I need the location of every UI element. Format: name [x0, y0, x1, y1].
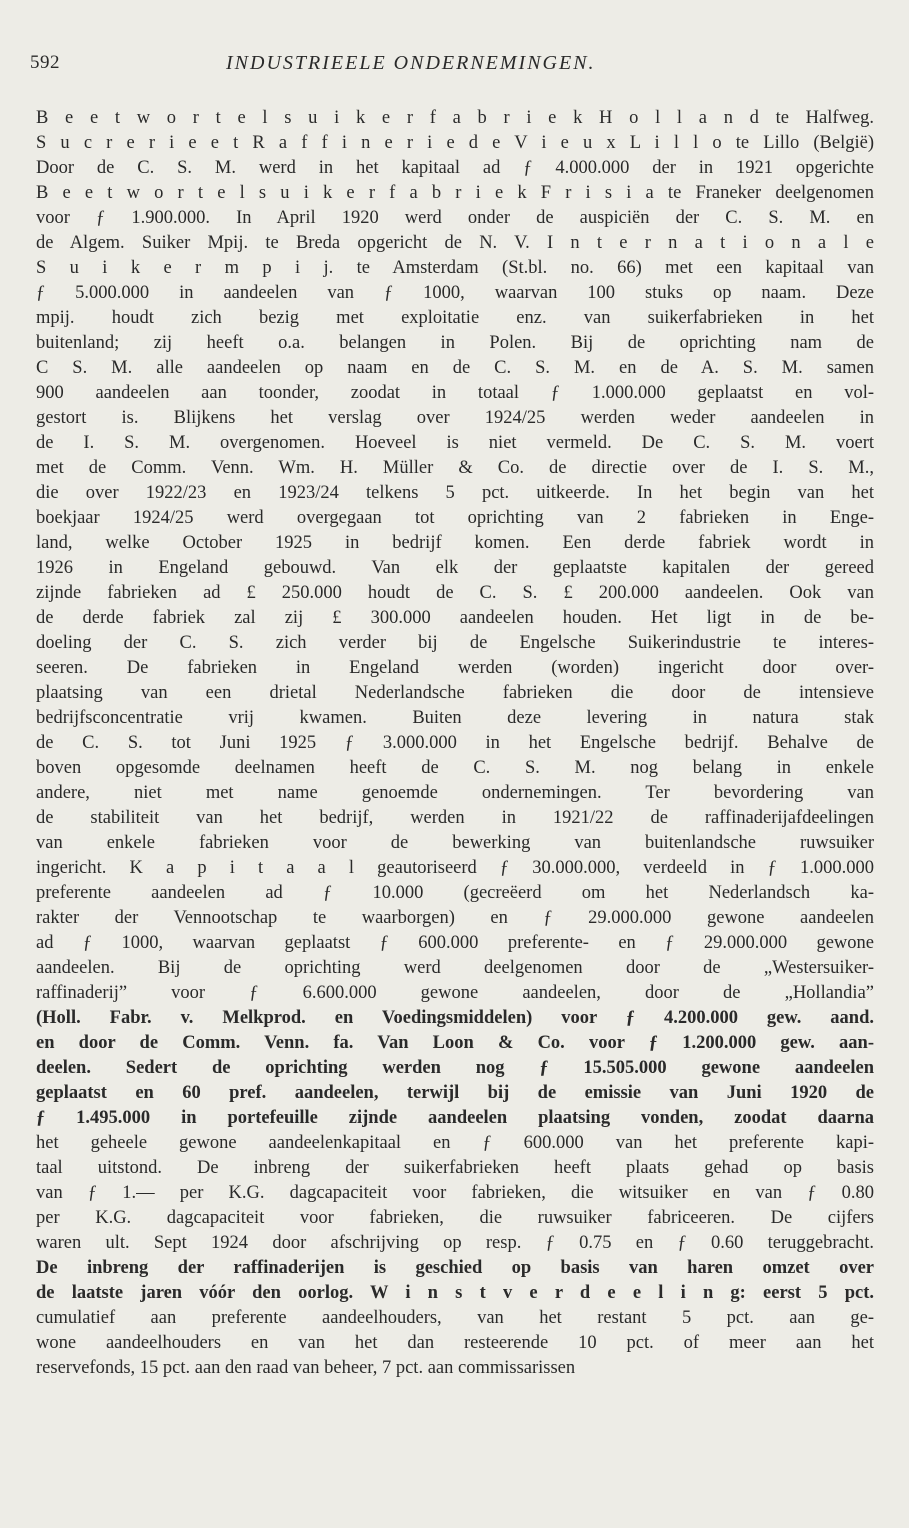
text-line: deelen. Sedert de oprichting werden nog ƒ 15.505.000 gewone aandeelen [36, 1058, 874, 1078]
text-line: ingericht. K a p i t a a l geautoriseerd ƒ 30.000.000, verdeeld in ƒ 1.000.000 [36, 858, 874, 878]
text-line: waren ult. Sept 1924 door afschrijving op resp. ƒ 0.75 en ƒ 0.60 teruggebracht. [36, 1233, 874, 1253]
text-line: seeren. De fabrieken in Engeland werden (worden) ingericht door over- [36, 658, 874, 678]
text-line: geplaatst en 60 pref. aandeelen, terwijl bij de emissie van Juni 1920 de [36, 1083, 874, 1103]
text-line: C S. M. alle aandeelen op naam en de C. S. M. en de A. S. M. samen [36, 358, 874, 378]
text-line: en door de Comm. Venn. fa. Van Loon & Co. voor ƒ 1.200.000 gew. aan- [36, 1033, 874, 1053]
text-line: de C. S. tot Juni 1925 ƒ 3.000.000 in het Engelsche bedrijf. Behalve de [36, 733, 874, 753]
text-line: het geheele gewone aandeelenkapitaal en ƒ 600.000 van het preferente kapi- [36, 1133, 874, 1153]
text-line: doeling der C. S. zich verder bij de Engelsche Suikerindustrie te interes- [36, 633, 874, 653]
text-line: ad ƒ 1000, waarvan geplaatst ƒ 600.000 preferente- en ƒ 29.000.000 gewone [36, 933, 874, 953]
text-line: ƒ 5.000.000 in aandeelen van ƒ 1000, waarvan 100 stuks op naam. Deze [36, 283, 874, 303]
text-line: ƒ 1.495.000 in portefeuille zijnde aandeelen plaatsing vonden, zoodat daarna [36, 1108, 874, 1128]
text-line: mpij. houdt zich bezig met exploitatie enz. van suikerfabrieken in het [36, 308, 874, 328]
text-line: rakter der Vennootschap te waarborgen) en ƒ 29.000.000 gewone aandeelen [36, 908, 874, 928]
text-line: van ƒ 1.— per K.G. dagcapaciteit voor fabrieken, die witsuiker en van ƒ 0.80 [36, 1183, 874, 1203]
text-line: de derde fabriek zal zij £ 300.000 aandeelen houden. Het ligt in de be- [36, 608, 874, 628]
text-line: (Holl. Fabr. v. Melkprod. en Voedingsmiddelen) voor ƒ 4.200.000 gew. aand. [36, 1008, 874, 1028]
text-line: plaatsing van een drietal Nederlandsche fabrieken die door de intensieve [36, 683, 874, 703]
text-line: de Algem. Suiker Mpij. te Breda opgericht de N. V. I n t e r n a t i o n a l e [36, 233, 874, 253]
text-line: 900 aandeelen aan toonder, zoodat in totaal ƒ 1.000.000 geplaatst en vol- [36, 383, 874, 403]
page-number: 592 [30, 52, 60, 73]
running-title: INDUSTRIEELE ONDERNEMINGEN. [226, 52, 596, 74]
text-line: S u i k e r m p i j. te Amsterdam (St.bl. no. 66) met een kapitaal van [36, 258, 874, 278]
text-line: gestort is. Blijkens het verslag over 1924/25 werden weder aandeelen in [36, 408, 874, 428]
text-line: reservefonds, 15 pct. aan den raad van beheer, 7 pct. aan commissarissen [36, 1358, 576, 1378]
text-line: raffinaderij” voor ƒ 6.600.000 gewone aandeelen, door de „Hollandia” [36, 983, 874, 1003]
body-text [36, 106, 874, 1381]
text-line: voor ƒ 1.900.000. In April 1920 werd onder de auspiciën der C. S. M. en [36, 208, 874, 228]
text-line: buitenland; zij heeft o.a. belangen in Polen. Bij de oprichting nam de [36, 333, 874, 353]
text-line: van enkele fabrieken voor de bewerking van buitenlandsche ruwsuiker [36, 833, 874, 853]
text-line: de laatste jaren vóór den oorlog. W i n s t v e r d e e l i n g: eerst 5 pct. [36, 1283, 874, 1303]
text-line: land, welke October 1925 in bedrijf komen. Een derde fabriek wordt in [36, 533, 874, 553]
text-line: preferente aandeelen ad ƒ 10.000 (gecreëerd om het Nederlandsch ka- [36, 883, 874, 903]
text-line: B e e t w o r t e l s u i k e r f a b r i e k H o l l a n d te Halfweg. [36, 108, 874, 128]
text-line: boven opgesomde deelnamen heeft de C. S. M. nog belang in enkele [36, 758, 874, 778]
text-line: per K.G. dagcapaciteit voor fabrieken, die ruwsuiker fabriceeren. De cijfers [36, 1208, 874, 1228]
text-line: S u c r e r i e e t R a f f i n e r i e d e V i e u x L i l l o te Lillo (België) [36, 133, 874, 153]
text-line: cumulatief aan preferente aandeelhouders, van het restant 5 pct. aan ge- [36, 1308, 874, 1328]
text-line: de stabiliteit van het bedrijf, werden in 1921/22 de raffinaderijafdeelingen [36, 808, 874, 828]
text-line: aandeelen. Bij de oprichting werd deelgenomen door de „Westersuiker- [36, 958, 874, 978]
text-line: met de Comm. Venn. Wm. H. Müller & Co. de directie over de I. S. M., [36, 458, 874, 478]
text-line: die over 1922/23 en 1923/24 telkens 5 pct. uitkeerde. In het begin van het [36, 483, 874, 503]
page-header [30, 52, 880, 82]
text-line: boekjaar 1924/25 werd overgegaan tot oprichting van 2 fabrieken in Enge- [36, 508, 874, 528]
text-line: wone aandeelhouders en van het dan resteerende 10 pct. of meer aan het [36, 1333, 874, 1353]
text-line: de I. S. M. overgenomen. Hoeveel is niet vermeld. De C. S. M. voert [36, 433, 874, 453]
text-line: De inbreng der raffinaderijen is geschied op basis van haren omzet over [36, 1258, 874, 1278]
text-line: taal uitstond. De inbreng der suikerfabrieken heeft plaats gehad op basis [36, 1158, 874, 1178]
text-line: 1926 in Engeland gebouwd. Van elk der geplaatste kapitalen der gereed [36, 558, 874, 578]
text-line: andere, niet met name genoemde ondernemingen. Ter bevordering van [36, 783, 874, 803]
text-line: Door de C. S. M. werd in het kapitaal ad ƒ 4.000.000 der in 1921 opgerichte [36, 158, 874, 178]
text-line: B e e t w o r t e l s u i k e r f a b r i e k F r i s i a te Franeker deelgenomen [36, 183, 874, 203]
text-line: zijnde fabrieken ad £ 250.000 houdt de C. S. £ 200.000 aandeelen. Ook van [36, 583, 874, 603]
text-line: bedrijfsconcentratie vrij kwamen. Buiten deze levering in natura stak [36, 708, 874, 728]
